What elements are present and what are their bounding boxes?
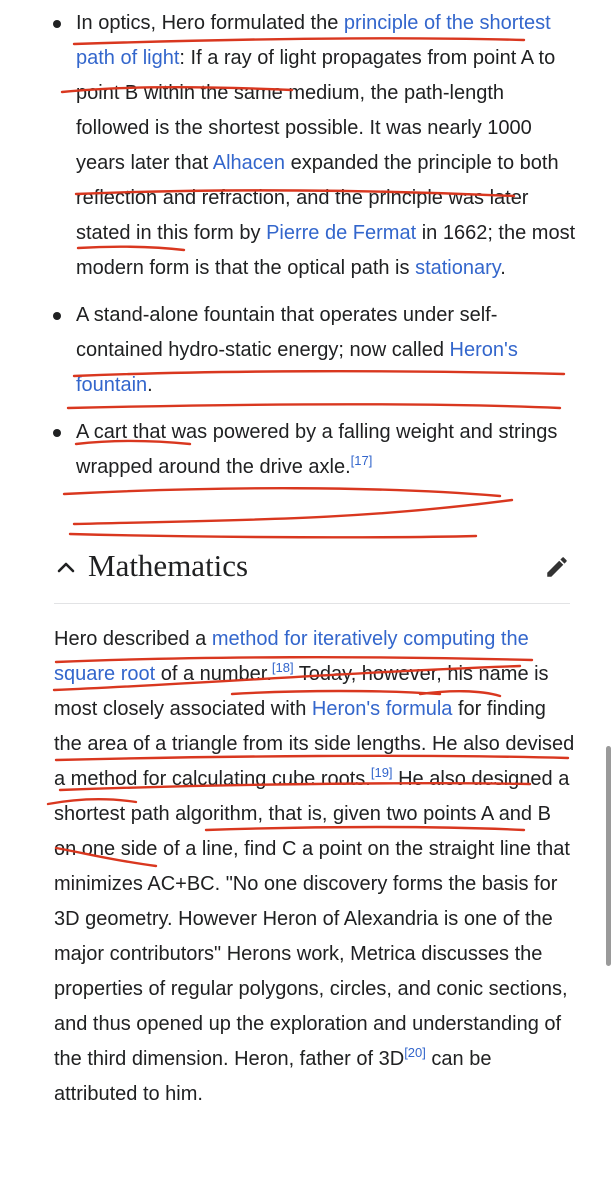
text-run: A stand-alone fountain that operates under self-contained hydro-static energy; now called [76, 304, 498, 361]
wiki-link[interactable]: Alhacen [212, 152, 286, 174]
citation-link[interactable]: [19] [370, 765, 393, 780]
wiki-link[interactable]: principle of the shortest path of light [76, 12, 551, 69]
list-item [0, 415, 616, 485]
chevron-up-icon[interactable] [54, 556, 78, 580]
scrollbar-thumb[interactable] [606, 746, 611, 966]
section-title: Mathematics [88, 548, 249, 583]
list-item-text [76, 12, 575, 279]
inventions-list [0, 6, 616, 497]
list-item [0, 298, 616, 403]
text-run: . [147, 374, 153, 396]
text-run: . [500, 257, 506, 279]
bullet-dot [53, 312, 61, 320]
red-underline [74, 500, 512, 524]
text-run: Today, however, his name is most closely associated with [54, 663, 549, 720]
list-item-text [76, 304, 518, 396]
text-run: in 1662; the most modern form is that the optical path is [76, 222, 576, 279]
pencil-icon[interactable] [544, 554, 570, 580]
citation-link[interactable]: [18] [271, 660, 294, 675]
section-header-mathematics[interactable] [54, 544, 570, 604]
wiki-link[interactable]: Heron's fountain [76, 339, 518, 396]
list-item-text [76, 421, 557, 478]
list-item [0, 6, 616, 286]
text-run: : If a ray of light propagates from point A to point B within the same medium, the path-length followed is the shortest possible. It was nearly 1000 years later that [76, 47, 556, 174]
bullet-dot [53, 429, 61, 437]
text-run: A cart that was powered by a falling weight and strings wrapped around the drive axle. [76, 421, 558, 478]
wiki-link[interactable]: method for iteratively computing the square root [54, 628, 529, 685]
text-run: of a number. [155, 663, 272, 685]
bullet-dot [53, 20, 61, 28]
text-run: He also designed a shortest path algorithm, that is, given two points A and B on one side of a line, find C a point on the straight line that minimizes AC+BC. "No one discovery forms the basis for 3D geometry. However Heron of Alexandria is one of the major contributors" Herons work, Metrica discusses the properties of regular polygons, circles, and conic sections, and thus opened up the exploration and understanding of the third dimension. Heron, father of 3D [54, 768, 570, 1070]
text-run: expanded the principle to both reflection and refraction, and the principle was later stated in this form by [76, 152, 559, 244]
citation-link[interactable]: [17] [350, 453, 373, 468]
mathematics-paragraph [54, 622, 578, 1112]
paragraph-text [54, 628, 574, 1105]
wiki-link[interactable]: Heron's formula [311, 698, 453, 720]
citation-link[interactable]: [20] [404, 1045, 426, 1060]
red-underline [70, 534, 476, 537]
wiki-link[interactable]: Pierre de Fermat [266, 222, 417, 244]
text-run: In optics, Hero formulated the [76, 12, 344, 34]
wiki-link[interactable]: stationary [415, 257, 501, 279]
text-run: Hero described a [54, 628, 212, 650]
text-run: for finding the area of a triangle from its side lengths. He also devised a method for calculating cube roots. [54, 698, 575, 790]
text-run: can be attributed to him. [54, 1048, 492, 1105]
